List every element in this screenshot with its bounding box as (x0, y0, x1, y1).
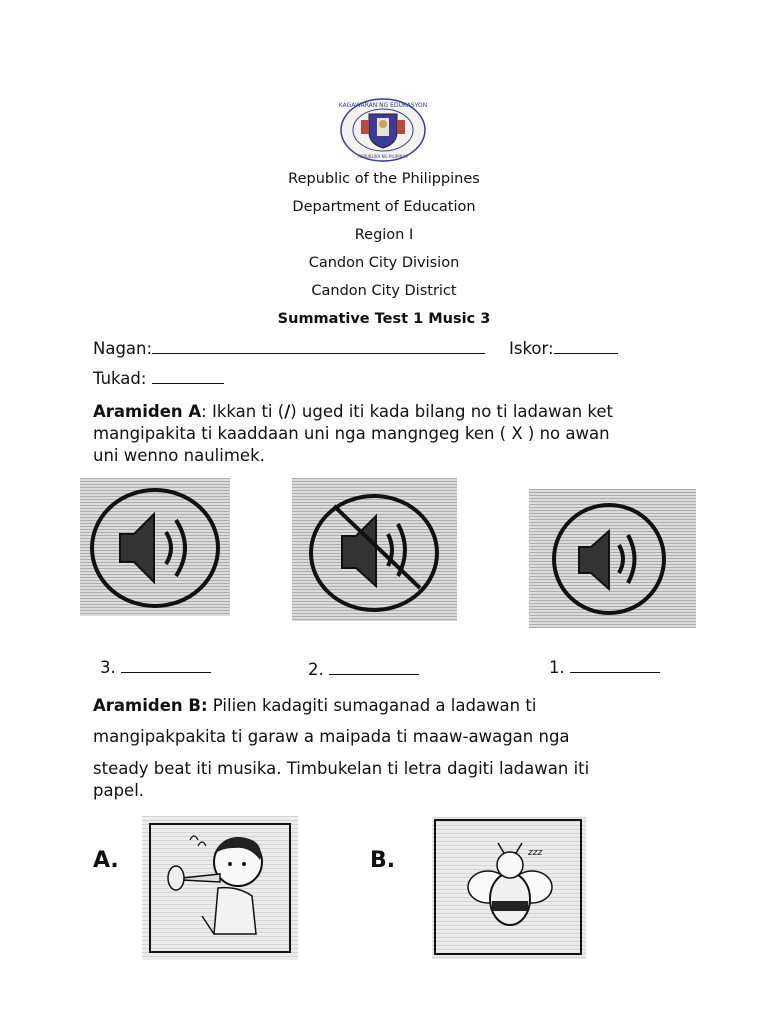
deped-seal-logo (339, 98, 427, 162)
speaker-sound-icon (529, 489, 696, 628)
choice-b-picture[interactable] (432, 817, 586, 959)
part-a-line-3: uni wenno naulimek. (93, 446, 265, 465)
part-b-line-3: steady beat iti musika. Timbukelan ti letra dagiti ladawan iti (93, 759, 590, 778)
speaker-muted-icon (292, 478, 457, 621)
score-row (509, 338, 618, 360)
picture-item-2 (292, 478, 457, 621)
check-mark-glyph: / (284, 402, 291, 421)
svg-text:zzz: zzz (528, 848, 543, 858)
part-a-text-1: : Ikkan ti ( (201, 402, 285, 421)
grade-blank[interactable] (152, 369, 224, 384)
name-row (93, 338, 485, 360)
part-a-instructions (93, 401, 713, 467)
choice-a-letter[interactable]: A. (93, 848, 119, 873)
part-b-text-1: Pilien kadagiti sumaganad a ladawan ti (207, 696, 537, 715)
item-1-blank[interactable] (570, 658, 660, 673)
header-division: Candon City Division (308, 255, 460, 271)
boy-playing-trumpet-icon (142, 816, 298, 960)
part-b-line-2: mangipakpakita ti garaw a maipada ti maaw-awagan nga (93, 727, 570, 746)
item-3-number: 3. (100, 658, 116, 677)
part-b-heading: Aramiden B: (93, 696, 208, 715)
name-label: Nagan: (93, 339, 153, 358)
choice-b-letter[interactable]: B. (370, 848, 396, 873)
item-3-blank[interactable] (121, 658, 211, 673)
part-b-line-1 (93, 695, 713, 717)
grade-row (93, 368, 224, 390)
part-a-line-1 (93, 401, 713, 423)
picture-item-3 (80, 478, 230, 616)
header-region: Region I (354, 227, 414, 243)
choice-a-picture[interactable] (142, 816, 298, 960)
name-blank[interactable] (152, 339, 485, 354)
item-3-answer (100, 658, 211, 678)
speaker-sound-icon (80, 478, 230, 616)
item-2-number: 2. (308, 660, 324, 679)
part-a-heading: Aramiden A (93, 402, 202, 421)
picture-item-1 (529, 489, 696, 628)
item-1-answer (549, 658, 660, 678)
test-title: Summative Test 1 Music 3 (277, 311, 491, 327)
part-a-line-2: mangipakita ti kaaddaan uni nga mangngeg ken ( X ) no awan (93, 424, 610, 443)
sleeping-bee-icon (432, 817, 586, 959)
item-2-answer (308, 660, 419, 680)
score-blank[interactable] (554, 339, 618, 354)
item-2-blank[interactable] (329, 660, 419, 675)
score-label: Iskor: (509, 339, 554, 358)
svg-text:REPUBLIKA NG PILIPINAS: REPUBLIKA NG PILIPINAS (358, 154, 408, 159)
svg-text:KAGAWARAN NG EDUKASYON: KAGAWARAN NG EDUKASYON (339, 102, 427, 109)
part-a-text-2: ) uged iti kada bilang no ti ladawan ket (290, 402, 614, 421)
item-1-number: 1. (549, 658, 565, 677)
grade-label: Tukad: (93, 369, 147, 388)
header-republic: Republic of the Philippines (288, 171, 480, 187)
header-department: Department of Education (292, 199, 476, 215)
header-district: Candon City District (311, 283, 457, 299)
part-b-line-4: papel. (93, 781, 145, 800)
